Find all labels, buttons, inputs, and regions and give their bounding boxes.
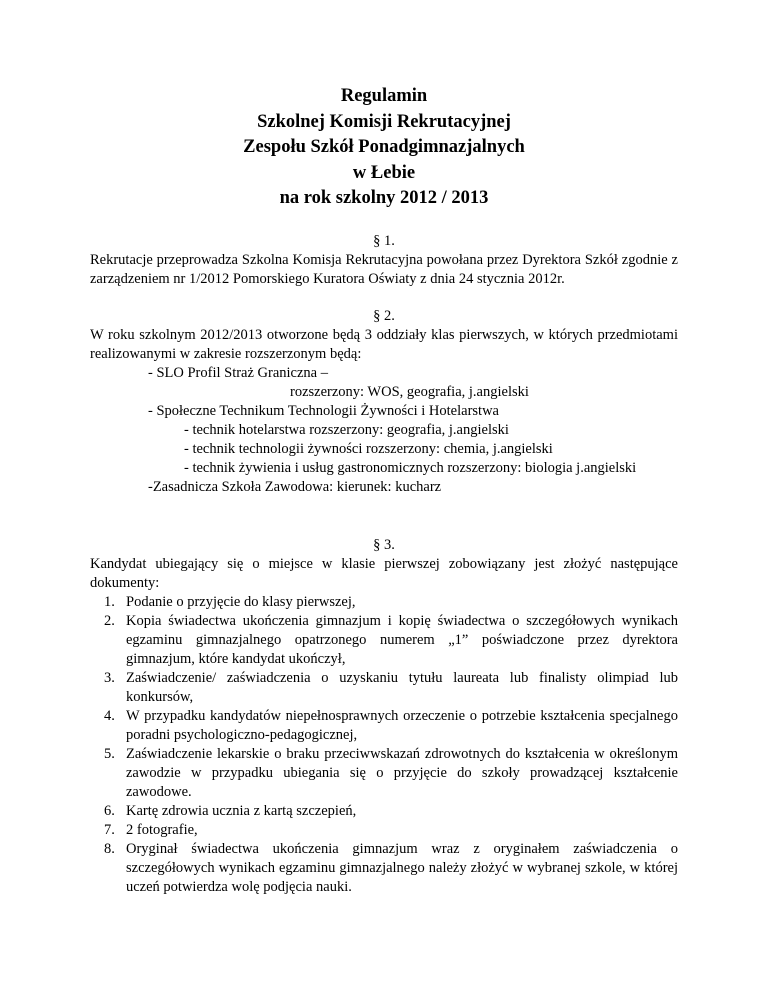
class-line: - technik technologii żywności rozszerzony: chemia, j.angielski bbox=[184, 440, 553, 457]
section-3-mark: § 3. bbox=[373, 536, 395, 553]
document-title bbox=[90, 84, 678, 212]
list-item: 7. 2 fotografie, bbox=[104, 821, 198, 838]
section-1 bbox=[90, 232, 678, 289]
list-item: 2. Kopia świadectwa ukończenia gimnazjum i kopię świadectwa o szczegółowych wynikach egzaminu gimnazjalnego opatrzonego numerem „1” poświadczone przez dyrektora gimnazjum, które kandydat ukończył, bbox=[104, 612, 678, 667]
class-line: - SLO Profil Straż Graniczna – bbox=[148, 364, 328, 381]
section-2 bbox=[90, 307, 678, 497]
list-item: 5. Zaświadczenie lekarskie o braku przeciwwskazań zdrowotnych do kształcenia w określonym zawodzie w przypadku ubiegania się o przyjęcie do szkoły prowadzącej kształcenie zawodowe. bbox=[104, 745, 678, 800]
documents-list bbox=[90, 593, 678, 897]
list-item: 8. Oryginał świadectwa ukończenia gimnazjum wraz z oryginałem zaświadczenia o szczegółowych wynikach egzaminu gimnazjalnego należy złożyć w wybranej szkole, w której uczeń potwierdza wolę podjęcia nauki. bbox=[104, 840, 678, 895]
title-line-5: na rok szkolny 2012 / 2013 bbox=[279, 188, 489, 208]
title-line-4: w Łebie bbox=[352, 162, 416, 183]
section-2-intro: W roku szkolnym 2012/2013 otworzone będą 3 oddziały klas pierwszych, w których przedmiotami realizowanymi w zakresie rozszerzonym będą: bbox=[90, 326, 678, 362]
class-line: - Społeczne Technikum Technologii Żywności i Hotelarstwa bbox=[148, 402, 499, 419]
list-item: 6. Kartę zdrowia ucznia z kartą szczepień, bbox=[104, 802, 357, 819]
title-line-3: Zespołu Szkół Ponadgimnazjalnych bbox=[243, 137, 525, 157]
list-item: 4. W przypadku kandydatów niepełnosprawnych orzeczenie o potrzebie kształcenia specjalnego poradni psychologiczno-pedagogicznej, bbox=[104, 707, 678, 743]
list-item: 3. Zaświadczenie/ zaświadczenia o uzyskaniu tytułu laureata lub finalisty olimpiad lub konkursów, bbox=[104, 669, 678, 705]
section-1-mark: § 1. bbox=[373, 232, 395, 249]
section-1-text: Rekrutacje przeprowadza Szkolna Komisja Rekrutacyjna powołana przez Dyrektora Szkół zgodnie z zarządzeniem nr 1/2012 Pomorskiego Kuratora Oświaty z dnia 24 stycznia 2012r. bbox=[90, 251, 678, 287]
class-line: -Zasadnicza Szkoła Zawodowa: kierunek: kucharz bbox=[148, 478, 442, 495]
class-line: - technik żywienia i usług gastronomicznych rozszerzony: biologia j.angielski bbox=[184, 459, 637, 476]
section-3-intro: Kandydat ubiegający się o miejsce w klasie pierwszej zobowiązany jest złożyć następujące dokumenty: bbox=[90, 555, 678, 591]
title-line-2: Szkolnej Komisji Rekrutacyjnej bbox=[257, 111, 511, 132]
class-line: rozszerzony: WOS, geografia, j.angielski bbox=[290, 383, 529, 400]
class-line: - technik hotelarstwa rozszerzony: geografia, j.angielski bbox=[184, 421, 509, 438]
list-item: 1. Podanie o przyjęcie do klasy pierwszej, bbox=[104, 593, 356, 610]
section-2-mark: § 2. bbox=[373, 307, 395, 324]
title-line-1: Regulamin bbox=[340, 86, 428, 106]
section-3 bbox=[90, 536, 678, 897]
